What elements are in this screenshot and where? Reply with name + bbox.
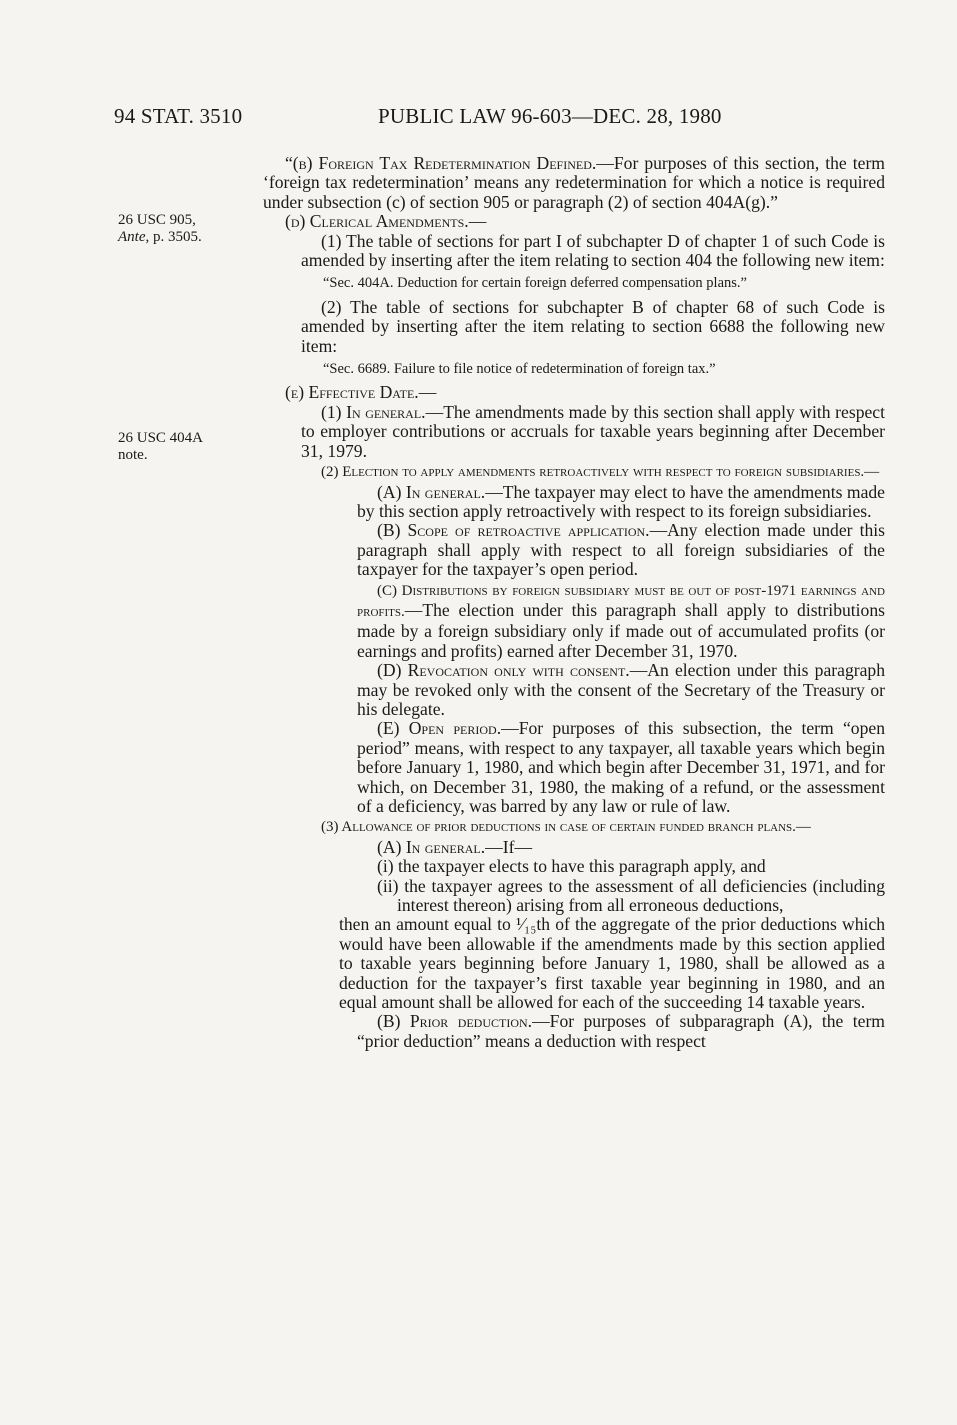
paragraph-text: —The amendments made by this section shall apply with respect to employer contributions or accruals for taxable years beginning after December 31, 1979. <box>301 401 885 461</box>
subparagraph-heading: (E) Open period. <box>377 718 502 739</box>
subparagraph-heading: (D) Revocation only with consent. <box>377 660 630 681</box>
subparagraph-A <box>263 483 885 522</box>
subparagraph-C <box>263 580 885 662</box>
statute-body <box>263 154 885 1051</box>
paragraph-d1: (1) The table of sections for part I of subchapter D of chapter 1 of such Code is amended by inserting after the item relating to section 404 the following new item: <box>301 230 885 271</box>
subparagraph-3A <box>263 838 885 857</box>
subparagraph-B <box>263 521 885 579</box>
subparagraph-text: —Any election made under this paragraph shall apply with respect to all foreign subsidiaries of the taxpayer for the taxpayer’s open period. <box>357 520 885 580</box>
clause-then: then an amount equal to ¹⁄₁₅th of the aggregate of the prior deductions which would have been allowable if the amendments made by this section applied to taxable years beginning before January 1, 1980, shall be allowed as a deduction for the taxpayer’s first taxable year beginning in 1980, and an equal amount shall be allowed for each of the succeeding 14 taxable years. <box>339 914 885 1013</box>
subparagraph-D <box>263 661 885 719</box>
subparagraph-E <box>263 719 885 816</box>
paragraph-heading: (1) In general. <box>321 401 426 422</box>
subparagraph-heading: (C) Distributions by foreign subsidiary must be out of post-1971 earnings and profits. <box>357 582 885 620</box>
subsection-d-heading <box>263 212 885 231</box>
paragraph-e3-heading <box>263 816 885 837</box>
margin-note-page: , p. 3505. <box>145 229 202 245</box>
subparagraph-3B <box>263 1012 885 1051</box>
subparagraph-text: —If— <box>485 836 533 857</box>
table-item-quote: “Sec. 404A. Deduction for certain foreign deferred compensation plans.” <box>323 275 747 292</box>
subsection-heading: “(b) Foreign Tax Redetermination Defined. <box>285 153 597 173</box>
subparagraph-text: —The taxpayer may elect to have the amendments made by this section apply retroactively with respect to its foreign subsidiaries. <box>357 481 885 521</box>
subparagraph-text: —The election under this paragraph shall apply to distributions made by a foreign subsidiary only if made out of accumulated profits (or earnings and profits) earned after December 31, 1970. <box>357 599 885 661</box>
paragraph-e2-heading <box>263 461 885 482</box>
subparagraph-text: —An election under this paragraph may be revoked only with the consent of the Secretary of the Treasury or his delegate. <box>357 660 885 719</box>
clause-i: (i) the taxpayer elects to have this paragraph apply, and <box>377 856 766 877</box>
paragraph-heading: (3) Allowance of prior deductions in case of certain funded branch plans.— <box>321 819 811 836</box>
margin-note-line: 26 USC 404A <box>118 430 204 446</box>
paragraph-heading: (2) Election to apply amendments retroactively with respect to foreign subsidiaries.— <box>321 464 880 481</box>
margin-note-usc-404a <box>118 430 203 464</box>
subparagraph-text: —For purposes of this subsection, the term “open period” means, with respect to any taxpayer, all taxable years which begin before January 1, 1980, and which begin after December 31, 1971, and for which, on December 31, 1980, the making of a refund, or the assessment of a deficiency, was barred by any law or rule of law. <box>357 718 885 816</box>
subsection-heading: (e) Effective Date.— <box>285 382 437 403</box>
paragraph-d2: (2) The table of sections for subchapter B of chapter 68 of such Code is amended by inserting after the item relating to section 6688 the following new item: <box>301 296 885 356</box>
clause-ii: (ii) the taxpayer agrees to the assessment of all deficiencies (including interest thereon) arising from all erroneous deductions, <box>377 875 885 916</box>
subparagraph-heading: (A) In general. <box>377 836 486 857</box>
page-stat-reference: 94 STAT. 3510 <box>114 104 243 128</box>
subparagraph-heading: (A) In general. <box>377 481 486 502</box>
margin-note-line <box>118 229 202 246</box>
subparagraph-text: —For purposes of subparagraph (A), the term “prior deduction” means a deduction with respect <box>357 1011 885 1051</box>
margin-note-usc-905 <box>118 212 202 246</box>
subsection-heading: (d) Clerical Amendments.— <box>285 211 487 232</box>
subsection-e-heading <box>263 383 885 402</box>
margin-note-line: note. <box>118 447 148 463</box>
table-item-quote: “Sec. 6689. Failure to file notice of redetermination of foreign tax.” <box>323 361 716 378</box>
subparagraph-heading: (B) Scope of retroactive application. <box>377 520 650 541</box>
margin-note-line: 26 USC 905, <box>118 212 196 228</box>
margin-note-ante: Ante <box>118 229 146 245</box>
subparagraph-heading: (B) Prior deduction. <box>377 1011 533 1032</box>
subsection-b <box>263 154 885 212</box>
paragraph-e1 <box>263 403 885 461</box>
page-title: PUBLIC LAW 96-603—DEC. 28, 1980 <box>378 104 722 128</box>
subsection-text: —For purposes of this section, the term ‘foreign tax redetermination’ means any redetermination for which a notice is required under subsection (c) of section 905 or paragraph (2) of section 404A(g).” <box>263 153 885 212</box>
